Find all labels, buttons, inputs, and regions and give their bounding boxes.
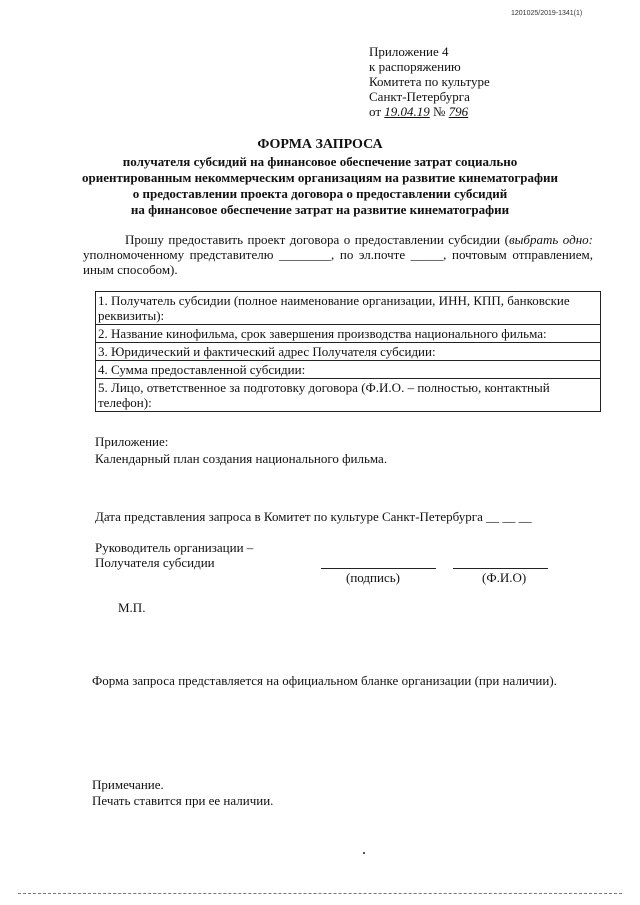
table-row — [96, 325, 601, 343]
signature-line — [321, 567, 436, 569]
table-cell: 5. Лицо, ответственное за подготовку договора (Ф.И.О. – полностью, контактный телефон): — [96, 379, 601, 412]
table-cell: 1. Получатель субсидии (полное наименование организации, ИНН, КПП, банковские реквизиты): — [96, 292, 601, 325]
note-text: Печать ставится при ее наличии. — [92, 793, 274, 808]
appendix-line-4: Санкт-Петербурга — [369, 89, 470, 104]
request-text-b: уполномоченному представителю ________, по эл.почте _____, почтовым отправлением, иным способом). — [83, 247, 593, 277]
table-row — [96, 292, 601, 325]
fio-line — [453, 567, 548, 569]
request-text-a: Прошу предоставить проект договора о предоставлении субсидии ( — [125, 232, 509, 247]
table-row — [96, 361, 601, 379]
table-cell: 3. Юридический и фактический адрес Получателя субсидии: — [96, 343, 601, 361]
table-row — [96, 343, 601, 361]
request-choose: выбрать одно: — [508, 232, 593, 247]
scan-speck — [363, 852, 365, 854]
submission-date-line: Дата представления запроса в Комитет по культуре Санкт-Петербурга __ __ __ — [95, 509, 532, 524]
seal-place: М.П. — [118, 600, 146, 615]
date-prefix: от — [369, 104, 382, 119]
appendix-date-line — [369, 104, 569, 119]
table-cell: 4. Сумма предоставленной субсидии: — [96, 361, 601, 379]
appendix-line-2: к распоряжению — [369, 59, 461, 74]
handwritten-number: 796 — [448, 104, 469, 119]
attachment-label: Приложение: — [95, 434, 169, 449]
document-id: 1201025/2019-1341(1) — [511, 10, 583, 17]
appendix-line-1: Приложение 4 — [369, 44, 449, 59]
number-prefix: № — [433, 104, 446, 119]
attachment-text: Календарный план создания национального фильма. — [95, 451, 388, 466]
table-cell: 2. Название кинофильма, срок завершения производства национального фильма: — [96, 325, 601, 343]
request-paragraph — [83, 232, 593, 277]
handwritten-date: 19.04.19 — [384, 104, 430, 119]
title-line-3: о предоставлении проекта договора о предоставлении субсидий — [132, 186, 508, 201]
table-row — [96, 379, 601, 412]
note-label: Примечание. — [92, 777, 164, 792]
form-title — [0, 137, 640, 218]
request-table — [95, 291, 601, 412]
fio-caption: (Ф.И.О) — [482, 570, 527, 585]
appendix-line-3: Комитета по культуре — [369, 74, 490, 89]
title-main: ФОРМА ЗАПРОСА — [257, 137, 383, 152]
head-line-2: Получателя субсидии — [95, 555, 215, 570]
page-bottom-edge — [18, 892, 622, 894]
title-line-1: получателя субсидий на финансовое обеспечение затрат социально — [122, 154, 518, 169]
signature-caption: (подпись) — [346, 570, 400, 585]
form-note: Форма запроса представляется на официальном бланке организации (при наличии). — [92, 673, 557, 688]
title-line-2: ориентированным некоммерческим организациям на развитие кинематографии — [82, 170, 558, 185]
title-line-4: на финансовое обеспечение затрат на развитие кинематографии — [130, 202, 510, 217]
head-line-1: Руководитель организации – — [95, 540, 254, 555]
appendix-block — [369, 44, 569, 119]
